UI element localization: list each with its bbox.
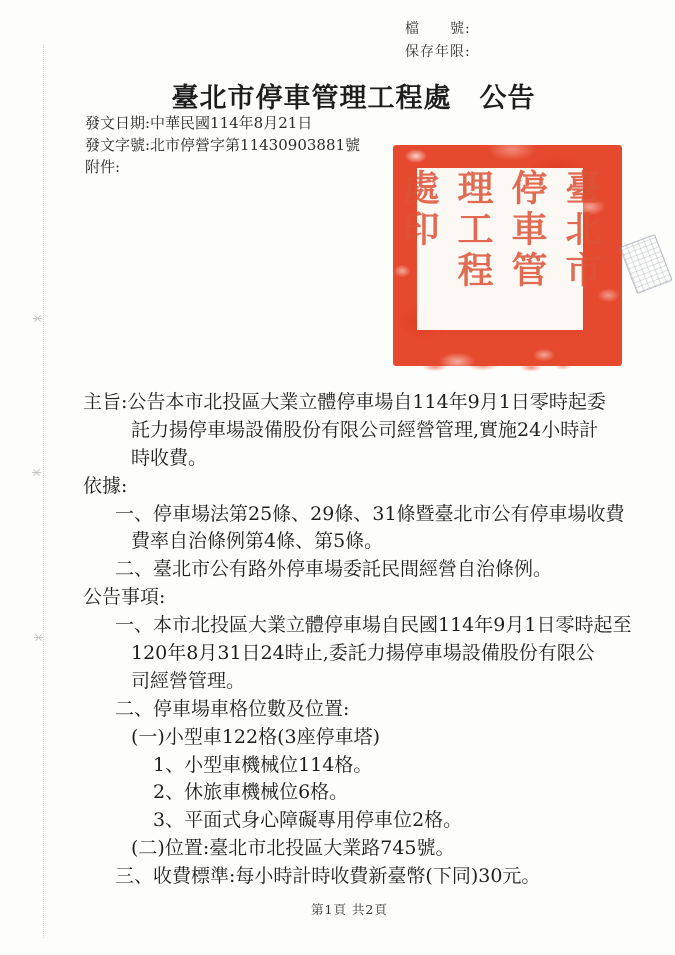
document-line: 二、停車場車格位數及位置: <box>115 697 350 720</box>
document-line: 2、休旅車機械位6格。 <box>153 781 349 804</box>
document-line: 3、平面式身心障礙專用停車位2格。 <box>153 809 463 832</box>
document-line: 司經營管理。 <box>131 669 246 692</box>
issue-number: 發文字號:北市停營字第11430903881號 <box>85 136 361 154</box>
document-line: 費率自治條例第4條、第5條。 <box>131 530 384 553</box>
document-body <box>83 389 632 891</box>
document-line: 三、收費標準:每小時計時收費新臺幣(下同)30元。 <box>115 865 541 888</box>
attachment-label: 附件: <box>85 158 121 176</box>
scan-edge-mark <box>34 633 43 642</box>
seal-ink-smudge <box>411 361 571 373</box>
document-line: 1、小型車機械位114格。 <box>153 753 373 776</box>
document-line: 依據: <box>83 474 128 497</box>
page-indicator: 第1頁 共2頁 <box>311 902 388 917</box>
scan-edge-mark <box>32 468 41 477</box>
official-seal-inner <box>398 168 602 330</box>
document-line: (二)位置:臺北市北投區大業路745號。 <box>131 837 455 860</box>
document-line: 時收費。 <box>131 446 208 469</box>
secondary-stamp <box>619 234 672 294</box>
file-number-block <box>405 18 471 64</box>
document-line: (一)小型車122格(3座停車塔) <box>131 725 381 748</box>
document-line: 120年8月31日24時止,委託力揚停車場設備股份有限公 <box>131 642 595 665</box>
document-line: 一、停車場法第25條、29條、31條暨臺北市公有停車場收費 <box>115 502 625 525</box>
scan-edge-mark <box>33 314 42 323</box>
issue-date: 發文日期:中華民國114年8月21日 <box>85 114 313 132</box>
file-number-label: 檔 號: <box>405 21 471 37</box>
official-seal-text: 臺北市停車管理工程處印 <box>398 169 602 292</box>
scan-edge-line <box>43 45 44 938</box>
document-line: 主旨:公告本市北投區大業立體停車場自114年9月1日零時起委 <box>83 391 606 413</box>
document-line: 公告事項: <box>83 586 166 609</box>
retention-period-label: 保存年限: <box>405 44 471 60</box>
official-seal-stamp <box>393 145 622 366</box>
document-line: 二、臺北市公有路外停車場委託民間經營自治條例。 <box>115 558 553 581</box>
document-line: 一、本市北投區大業立體停車場自民國114年9月1日零時起至 <box>115 614 632 637</box>
page-title: 臺北市停車管理工程處 公告 <box>171 83 536 114</box>
document-line: 託力揚停車場設備股份有限公司經營管理,實施24小時計 <box>131 418 599 441</box>
document-meta <box>85 112 360 178</box>
